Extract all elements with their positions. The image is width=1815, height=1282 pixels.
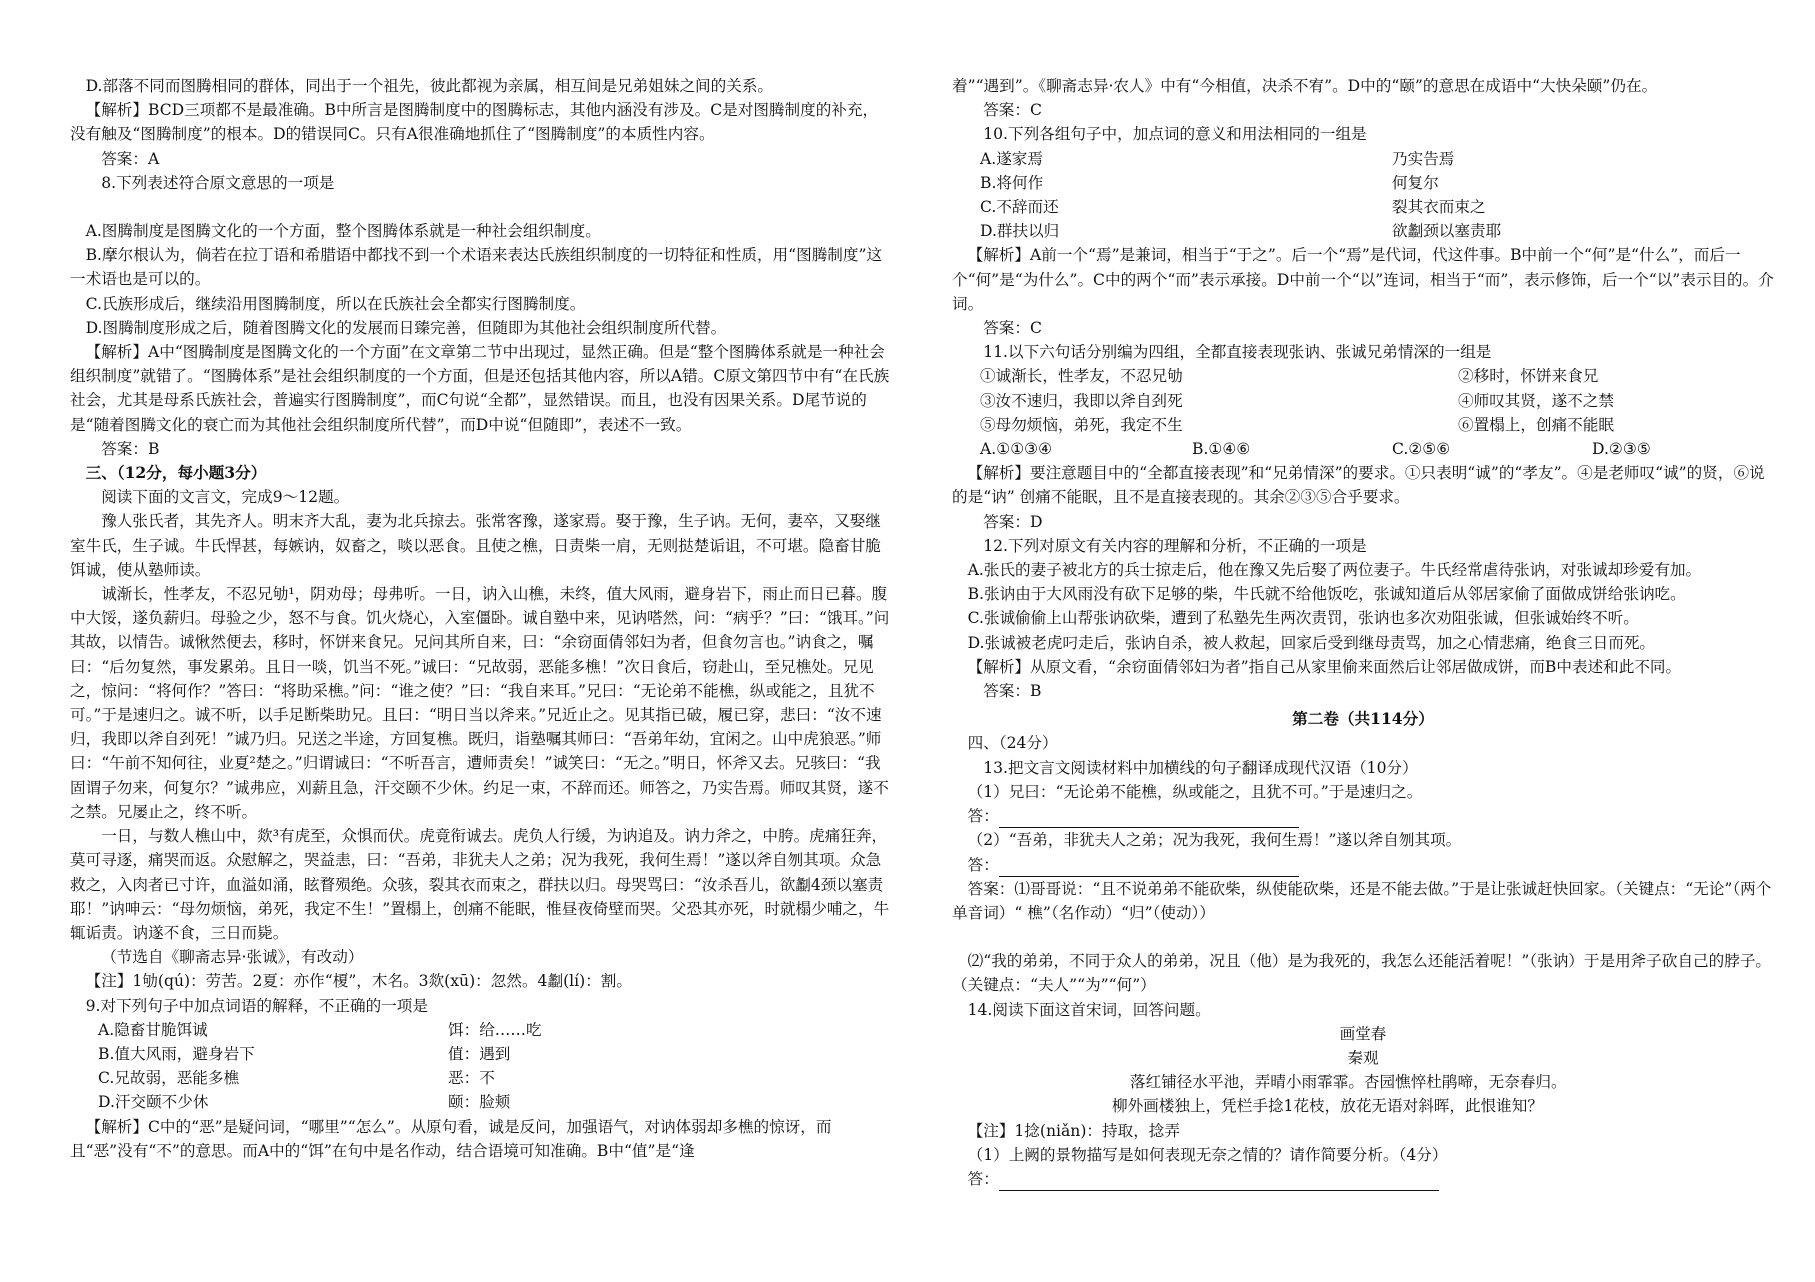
q13-answer-2: ⑵“我的弟弟，不同于众人的弟弟，况且（他）是为我死的，我怎么还能活着呢！”（张讷）于是用斧子砍自己的脖子。（关键点：“夫人”“为”“何”） xyxy=(952,952,1772,995)
left-paragraph: 诚渐长，性孝友，不忍兄劬¹，阴劝母；母弗听。一日，讷入山樵，未终，值大风雨，避身岩下，雨止而日已暮。腹中大馁，遂负薪归。母验之少，怒不与食。饥火烧心，入室僵卧。诚自塾中来，见讷嗒然，问：“病乎？”曰：“饿耳。”问其故，以情告。诚愀然便去，移时，怀饼来食兄。兄问其所自来，曰：“余窃面倩邻妇为者，但食勿言也。”讷食之，嘱曰：“后勿复然，事发累弟。且日一啖，饥当不死。”诚曰：“兄故弱，恶能多樵！”次日食后，窃赴山，至兄樵处。兄见之，惊问：“将何作？”答曰：“将助采樵。”问：“谁之使？”曰：“我自来耳。”兄曰：“无论弟不能樵，纵或能之，且犹不可。”于是速归之。诚不听，以手足断柴助兄。且曰：“明日当以斧来。”兄近止之。见其指已破，履已穿，悲曰：“汝不速归，我即以斧自刭死！”诚乃归。兄送之半途，方回复樵。既归，诣塾嘱其师曰：“吾弟年幼，宜闲之。山中虎狼恶。”师曰：“午前不知何往，业夏²楚之。”归谓诚曰：“不听吾言，遭师责矣！”诚笑曰：“无之。”明日，怀斧又去。兄骇曰：“我固谓子勿来，何复尔？”诚弗应，刈薪且急，汗交颐不少休。约足一束，不辞而还。师答之，乃实告焉。师叹其贤，遂不之禁。兄屡止之，终不听。 xyxy=(70,585,890,821)
left-paragraph: B.摩尔根认为，倘若在拉丁语和希腊语中都找不到一个术语来表达氏族组织制度的一切特征和性质，用“图腾制度”这一术语也是可以的。 xyxy=(70,246,883,289)
q11-choice: B.①④⑥ xyxy=(1192,440,1251,459)
left-paragraph: 9.对下列句子中加点词语的解释，不正确的一项是 xyxy=(85,996,428,1015)
answer-10: 答案：C xyxy=(983,319,1042,338)
left-paragraph: D.部落不同而图腾相同的群体，同出于一个祖先，彼此都视为亲属，相互间是兄弟姐妹之间的关系。 xyxy=(85,77,774,95)
q10-option-a: D.群扶以归 xyxy=(980,222,1060,241)
q11-item: ④师叹其贤，遂不之禁 xyxy=(1458,391,1614,410)
q12-option: B.张讷由于大风雨没有砍下足够的柴，牛氏就不给他饭吃，张诚知道后从邻居家偷了面做成饼给张讷吃。 xyxy=(967,585,1686,604)
answer-line-3 xyxy=(952,1167,1774,1191)
q12-option: A.张氏的妻子被北方的兵士掠走后，他在豫又先后娶了两位妻子。牛氏经常虐待张讷，对张诚却珍爱有加。 xyxy=(967,561,1702,580)
q9-options xyxy=(70,1018,890,1115)
q12-explanation: 【解析】从原文看，“余窃面倩邻妇为者”指自己从家里偷来面然后让邻居做成饼，而B中表述和此不同。 xyxy=(967,657,1682,676)
answer-11: 答案：D xyxy=(983,512,1043,531)
left-paragraph: C.氏族形成后，继续沿用图腾制度，所以在氏族社会全都实行图腾制度。 xyxy=(85,294,586,313)
q9-option-sentence: B.值大风雨，避身岩下 xyxy=(98,1044,255,1063)
q11-item-row xyxy=(952,389,1774,413)
left-flow xyxy=(70,74,890,1018)
left-paragraph: 答案：B xyxy=(101,439,160,458)
q11-item: ⑤母勿烦恼，弟死，我定不生 xyxy=(980,415,1183,434)
answer-blank xyxy=(999,809,1299,828)
q10-option-row xyxy=(952,195,1774,219)
q9-option-row xyxy=(70,1042,890,1066)
right-column xyxy=(952,74,1774,1191)
q10-option-a: A.遂家焉 xyxy=(980,149,1043,168)
left-column xyxy=(70,74,890,1163)
left-paragraph: A.图腾制度是图腾文化的一个方面，整个图腾体系就是一种社会组织制度。 xyxy=(85,222,601,241)
poem-title: 画堂春 xyxy=(1339,1024,1387,1043)
poem-note: 【注】1捻(niǎn)：持取，捻弄 xyxy=(967,1121,1180,1140)
q9-option-row xyxy=(70,1066,890,1090)
q9-option-gloss: 饵：给……吃 xyxy=(448,1020,542,1039)
left-paragraph: 三、（12分，每小题3分） xyxy=(85,463,267,483)
q10-title: 10.下列各组句子中，加点词的意义和用法相同的一组是 xyxy=(983,125,1367,144)
q11-items xyxy=(952,364,1774,437)
answer-12: 答案：B xyxy=(983,682,1042,701)
q12-option: C.张诚偷偷上山帮张讷砍柴，遭到了私塾先生两次责罚，张讷也多次劝阻张诚，但张诚始终不听。 xyxy=(967,609,1639,628)
q10-options xyxy=(952,147,1774,244)
q9-option-sentence: A.隐畜甘脆饵诚 xyxy=(98,1020,208,1039)
poem-author: 秦观 xyxy=(1347,1048,1379,1067)
q10-option-row xyxy=(952,219,1774,243)
answer-9: 答案：C xyxy=(983,101,1042,120)
q9-option-sentence: C.兄故弱，恶能多樵 xyxy=(98,1069,240,1088)
q11-choice: C.②⑤⑥ xyxy=(1392,440,1451,459)
left-paragraph: 一日，与数人樵山中，欻³有虎至，众惧而伏。虎竟衔诚去。虎负人行缓，为讷追及。讷力斧之，中胯。虎痛狂奔，莫可寻逐，痛哭而返。众慰解之，哭益恚，曰：“吾弟，非犹夫人之弟；况为我死，我何生焉！”遂以斧自刎其项。众急救之，入肉者已寸许，血溢如涌，眩瞀殒绝。众骇，裂其衣而束之，群扶以归。母哭骂曰：“汝杀吾儿，欲劙4颈以塞责耶！”讷呻云：“母勿烦恼，弟死，我定不生！”置榻上，创痛不能眠，惟昼夜倚壁而哭。父恐其亦死，时就榻少哺之，牛辄诟责。讷遂不食，三日而毙。 xyxy=(70,827,890,942)
q9-explanation: 【解析】C中的“恶”是疑问词，“哪里”“怎么”。从原句看，诚是反问，加强语气，对讷体弱却多樵的惊讶，而且“恶”没有“不”的意思。而A中的“饵”在句中是名作动，结合语境可知准确。B中“值”是“逢 xyxy=(70,1117,832,1160)
left-paragraph: 8.下列表述符合原文意思的一项是 xyxy=(101,173,335,192)
q14-1: （1）上阙的景物描写是如何表现无奈之情的？请作简要分析。（4分） xyxy=(967,1145,1448,1164)
section2-title: 第二卷（共114分） xyxy=(1292,709,1434,729)
q12-options xyxy=(952,558,1774,655)
q13-title: 13.把文言文阅读材料中加横线的句子翻译成现代汉语（10分） xyxy=(983,758,1418,777)
left-paragraph: 阅读下面的文言文，完成9～12题。 xyxy=(101,488,350,507)
q12-title: 12.下列对原文有关内容的理解和分析，不正确的一项是 xyxy=(983,536,1367,555)
q14-title: 14.阅读下面这首宋词，回答问题。 xyxy=(967,1000,1211,1019)
q11-choice: A.①①③④ xyxy=(980,440,1053,459)
q9-option-gloss: 值：遇到 xyxy=(448,1044,511,1063)
answer-label: 答： xyxy=(967,1169,999,1188)
q10-option-b: 裂其衣而束之 xyxy=(1392,198,1486,217)
left-paragraph: D.图腾制度形成之后，随着图腾文化的发展而日臻完善，但随即为其他社会组织制度所代替。 xyxy=(85,318,727,337)
q9-option-row xyxy=(70,1090,890,1114)
q11-item-row xyxy=(952,413,1774,437)
q10-explanation: 【解析】A前一个“焉”是兼词，相当于“于之”。后一个“焉”是代词，代这件事。B中前一个“何”是“什么”，而后一个“何”是“为什么”。C中的两个“而”表示承接。D中前一个“以”连词，相当于“而”，表示修饰，后一个“以”表示目的。介词。 xyxy=(952,246,1774,313)
answer-label: 答： xyxy=(967,807,999,826)
q11-item: ①诚渐长，性孝友，不忍兄劬 xyxy=(980,367,1183,386)
q10-option-row xyxy=(952,171,1774,195)
q10-option-b: 乃实告焉 xyxy=(1392,149,1455,168)
q10-option-b: 何复尔 xyxy=(1392,173,1439,192)
part4-title: 四、（24分） xyxy=(967,734,1058,753)
q10-option-a: B.将何作 xyxy=(980,173,1044,192)
q13-2: （2）“吾弟，非犹夫人之弟；况为我死，我何生焉！”遂以斧自刎其项。 xyxy=(967,831,1462,850)
answer-line-2 xyxy=(952,853,1774,877)
q11-title: 11.以下六句话分别编为四组，全都直接表现张讷、张诚兄弟情深的一组是 xyxy=(983,343,1492,362)
left-paragraph: （节选自《聊斋志异·张诚》，有改动） xyxy=(101,948,364,967)
left-paragraph: 豫人张氏者，其先齐人。明末齐大乱，妻为北兵掠去。张常客豫，遂家焉。娶于豫，生子讷。无何，妻卒，又娶继室牛氏，生子诚。牛氏悍甚，每嫉讷，奴畜之，啖以恶食。且使之樵，日责柴一肩，无则挞楚诟诅，不可堪。隐畜甘脆饵诚，使从塾师读。 xyxy=(70,512,881,579)
answer-blank xyxy=(999,858,1299,877)
q9-explanation-cont: 着”“遇到”。《聊斋志异·农人》中有“今相值，决杀不宥”。D中的“颐”的意思在成语中“大快朵颐”仍在。 xyxy=(952,77,1658,95)
left-paragraph: 【注】1劬(qú)：劳苦。2夏：亦作“榎”，木名。3欻(xū)：忽然。4劙(lí)：割。 xyxy=(85,972,632,991)
q11-choice: D.②③⑤ xyxy=(1592,440,1651,459)
q13-answer-1: 答案：⑴哥哥说：“且不说弟弟不能砍柴，纵使能砍柴，还是不能去做。”于是让张诚赶快回家。（关键点：“无论”（两个单音词）“ 樵”（名作动）“归”（使动）） xyxy=(952,879,1772,922)
q10-option-a: C.不辞而还 xyxy=(980,198,1059,217)
answer-blank xyxy=(999,1172,1439,1191)
q12-option: D.张诚被老虎叼走后，张讷自杀，被人救起，回家后受到继母责骂，加之心情悲痛，绝食三日而死。 xyxy=(967,633,1656,652)
q11-item: ③汝不速归，我即以斧自刭死 xyxy=(980,391,1183,410)
answer-label: 答： xyxy=(967,855,999,874)
left-paragraph: 【解析】A中“图腾制度是图腾文化的一个方面”在文章第二节中出现过，显然正确。但是“整个图腾体系就是一种社会组织制度”就错了。“图腾体系”是社会组织制度的一个方面，但是还包括其他内容，所以A错。C原文第四节中有“在氏族社会，尤其是母系氏族社会，普遍实行图腾制度”，而C句说“全都”，显然错误。而且，也没有因果关系。D尾节说的是“随着图腾文化的衰亡而为其他社会组织制度所代替”，而D中说“但随即”，表述不一致。 xyxy=(70,343,890,434)
left-paragraph xyxy=(70,195,890,219)
q9-option-sentence: D.汗交颐不少休 xyxy=(98,1093,209,1112)
q11-item: ②移时，怀饼来食兄 xyxy=(1458,367,1599,386)
q10-option-b: 欲劙颈以塞责耶 xyxy=(1392,222,1502,241)
q11-item-row xyxy=(952,364,1774,388)
q9-option-gloss: 恶：不 xyxy=(448,1069,495,1088)
poem-line-2: 柳外画楼独上，凭栏手捻1花枝，放花无语对斜晖，此恨谁知？ xyxy=(1112,1097,1543,1116)
q9-option-row xyxy=(70,1018,890,1042)
q11-choices xyxy=(952,437,1774,461)
left-paragraph: 答案：A xyxy=(101,149,160,168)
poem-line-1: 落红铺径水平池，弄晴小雨霏霏。杏园憔悴杜鹃啼，无奈春归。 xyxy=(1130,1073,1567,1092)
answer-line-1 xyxy=(952,804,1774,828)
q10-option-row xyxy=(952,147,1774,171)
q13-1: （1）兄曰：“无论弟不能樵，纵或能之，且犹不可。”于是速归之。 xyxy=(967,782,1423,801)
q9-option-gloss: 颐：脸颊 xyxy=(448,1093,511,1112)
left-paragraph: 【解析】BCD三项都不是最准确。B中所言是图腾制度中的图腾标志，其他内涵没有涉及。C是对图腾制度的补充，没有触及“图腾制度”的根本。D的错误同C。只有A很准确地抓住了“图腾制度”的本质性内容。 xyxy=(70,101,879,144)
q11-item: ⑥置榻上，创痛不能眠 xyxy=(1458,415,1614,434)
q11-explanation: 【解析】要注意题目中的“全都直接表现”和“兄弟情深”的要求。①只表明“诚”的“孝友”。④是老师叹“诚”的贤，⑥说的是“讷” 创痛不能眠，且不是直接表现的。其余②③⑤合乎要求。 xyxy=(952,464,1765,507)
